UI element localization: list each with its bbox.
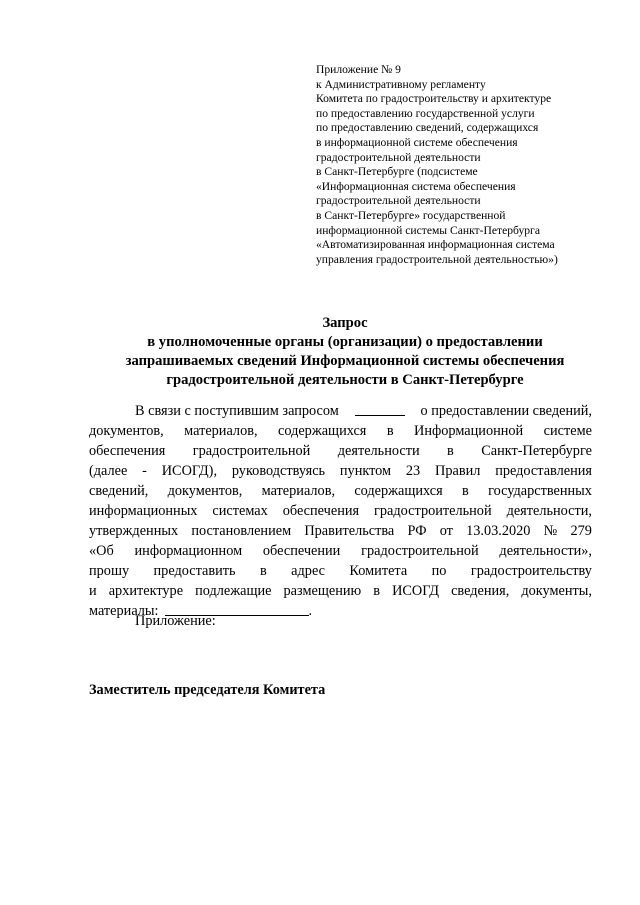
title-line: градостроительной деятельности в Санкт-Петербурге [166,372,524,388]
appendix-header [316,63,616,267]
body-paragraph [89,401,592,621]
word: руководствуясь [231,463,326,479]
word: документов, [89,423,164,439]
word: (далее [89,463,128,479]
word: документов, [167,483,243,499]
appendix-line: в информационной системе обеспечения [316,135,518,149]
signature-title: Заместитель председателя Комитета [89,682,326,698]
word: градостроительству [470,563,592,579]
title-line: Запрос [322,315,368,331]
word: ИСОГД [392,583,440,599]
word: в [462,483,469,499]
word: предоставления [495,463,592,479]
body-line-2 [89,421,592,441]
request-number-blank [355,401,405,416]
body-text: В связи с поступившим запросом [135,403,339,419]
word: № [543,523,558,539]
word: материалы: [89,603,159,619]
appendix-line: «Автоматизированная информационная система [316,238,555,252]
body-line-4 [89,461,592,481]
word: Информационной [414,423,524,439]
period: . [308,603,313,619]
word: деятельности, [506,503,592,519]
word: постановлением [191,523,292,539]
word: подлежащие [195,583,272,599]
word: адрес [291,563,325,579]
word: деятельности [337,443,420,459]
word: системе [543,423,592,439]
body-line-9 [89,561,592,581]
word: Правил [435,463,481,479]
body-text: о предоставлении сведений, [420,403,592,419]
appendix-line: Комитета по градостроительству и архитектуре [316,92,552,106]
appendix-line: управления градостроительной деятельностью») [316,252,558,266]
body-line-3 [89,441,592,461]
appendix-line: в Санкт-Петербурге (подсистеме [316,165,478,179]
word: и [89,583,97,599]
word: Комитета [349,563,408,579]
word: градостроительной [361,543,479,559]
word: материалов, [261,483,336,499]
word: информационном [134,543,243,559]
word: утвержденных [89,523,179,539]
word: содержащихся [277,423,367,439]
word: документы, [521,583,592,599]
word: градостроительной [192,443,311,459]
word: пунктом [339,463,392,479]
appendix-line: «Информационная система обеспечения [316,179,516,193]
word: 23 [405,463,421,479]
appendix-line: информационной системы Санкт-Петербурга [316,223,540,237]
body-line-7 [89,521,592,541]
word: Санкт-Петербурге [481,443,592,459]
body-line-6 [89,501,592,521]
body-line-5 [89,481,592,501]
word: ИСОГД), [161,463,218,479]
word: материалов, [184,423,258,439]
attachment-label: Приложение: [135,613,216,629]
appendix-line: градостроительной деятельности [316,194,481,208]
word: обеспечении [262,543,341,559]
word: в [447,443,454,459]
word: 13.03.2020 [466,523,531,539]
word: прошу [89,563,130,579]
word: архитектуре [108,583,184,599]
body-line-10 [89,581,592,601]
document-title [60,314,630,390]
word: обеспечения [282,503,360,519]
appendix-line: в Санкт-Петербурге» государственной [316,208,506,222]
body-line-1 [89,401,592,421]
word: информационных [89,503,198,519]
appendix-line: по предоставлению сведений, содержащихся [316,121,539,135]
word: предоставить [153,563,236,579]
word: сведения, [451,583,510,599]
title-line: запрашиваемых сведений Информационной системы обеспечения [125,353,565,369]
body-line-8 [89,541,592,561]
word: сведений, [89,483,149,499]
word: обеспечения [89,443,166,459]
appendix-line: Приложение № 9 [316,63,401,76]
word: государственных [488,483,592,499]
appendix-line: по предоставлению государственной услуги [316,106,535,120]
word: в [373,583,381,599]
title-line: в уполномоченные органы (организации) о предоставлении [147,334,543,350]
word: в [386,423,394,439]
word: «Об [89,543,114,559]
word: системах [212,503,268,519]
word: содержащихся [354,483,443,499]
word: - [142,463,147,479]
word: в [259,563,267,579]
appendix-line: к Административному регламенту [316,77,486,91]
word: РФ [407,523,427,539]
word: деятельности», [499,543,592,559]
word: от [439,523,453,539]
word: размещению [283,583,362,599]
word: 279 [570,523,592,539]
word: градостроительной [374,503,492,519]
word: Правительства [304,523,395,539]
appendix-line: градостроительной деятельности [316,150,481,164]
word: по [431,563,447,579]
